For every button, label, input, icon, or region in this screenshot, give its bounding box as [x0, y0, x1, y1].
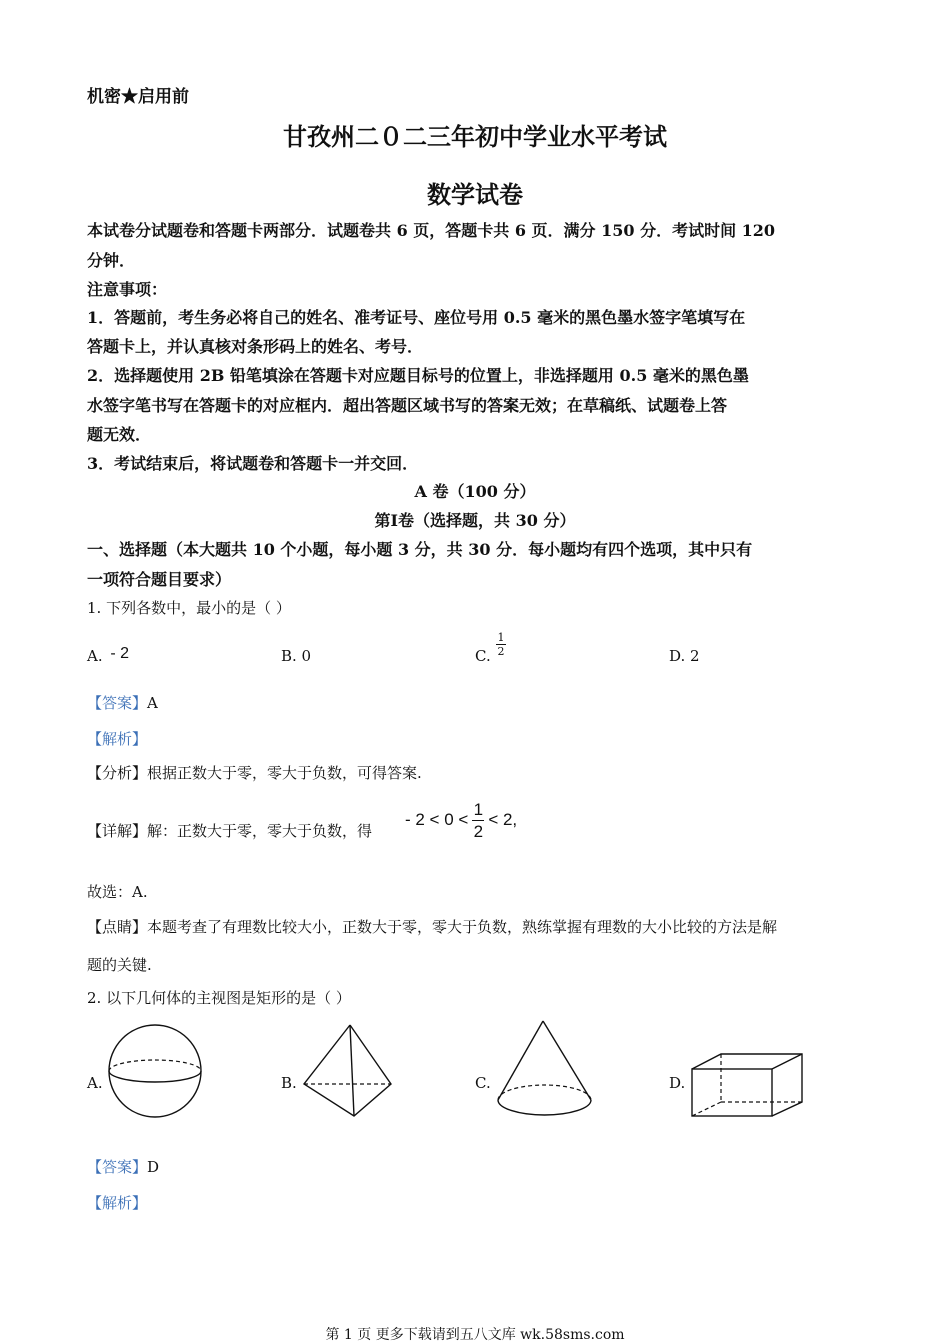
q2-option-b-pyramid — [298, 1020, 398, 1120]
pyramid-outline — [304, 1025, 391, 1116]
q2-option-d-cuboid — [688, 1050, 808, 1120]
q1-fenxi-tag: 【分析】 — [87, 764, 148, 782]
cuboid-visible-back-edges — [692, 1054, 802, 1116]
part-one-heading: 第Ⅰ卷（选择题，共 30 分） — [374, 511, 576, 530]
q1-answer-value: A — [147, 694, 158, 712]
q1-fenxi-text: 根据正数大于零，零大于负数，可得答案. — [147, 764, 422, 782]
q2-option-c-cone — [493, 1017, 597, 1121]
section-heading-line-2: 一项符合题目要求） — [87, 570, 232, 589]
note-3: 3．考试结束后，将试题卷和答题卡一并交回． — [87, 454, 419, 473]
intro-line-2: 分钟． — [87, 251, 136, 270]
q1-answer-tag: 【答案】 — [87, 694, 148, 712]
q1-option-c-denominator: 2 — [497, 645, 505, 658]
cuboid-front-face — [692, 1069, 772, 1116]
q1-inequality-fraction — [472, 799, 484, 842]
cone-left-edge — [498, 1021, 543, 1100]
q1-detail — [87, 821, 372, 841]
q2-option-a-label: A. — [87, 1074, 103, 1092]
q1-inequality-left: - 2 < 0 < — [405, 810, 469, 829]
q2-answer-tag: 【答案】 — [87, 1158, 148, 1176]
q1-detail-text: 解：正数大于零，零大于负数，得 — [147, 822, 373, 840]
page-footer: 第 1 页 更多下载请到五八文库 wk.58sms.com — [325, 1327, 625, 1343]
cone-right-edge — [543, 1021, 591, 1100]
q1-option-b: B. 0 — [281, 647, 312, 665]
pyramid-front-edge — [350, 1025, 354, 1116]
q2-option-b-label: B. — [281, 1074, 297, 1092]
q1-fenxi — [87, 763, 422, 783]
classification-label: 机密★启用前 — [87, 87, 189, 107]
notes-heading: 注意事项： — [87, 280, 168, 299]
q1-comment-text: 本题考查了有理数比较大小，正数大于零，零大于负数，熟练掌握有理数的大小比较的方法是解 — [147, 918, 778, 936]
q2-answer — [87, 1157, 159, 1177]
q1-option-a-label: A. — [87, 647, 103, 665]
q1-inequality — [405, 795, 517, 845]
cuboid-top-right-edge — [772, 1054, 802, 1069]
q1-option-d: D. 2 — [669, 647, 700, 665]
paper-a-heading: A 卷（100 分） — [414, 482, 536, 501]
sphere-outline — [109, 1025, 201, 1117]
q1-stem: 1. 下列各数中，最小的是（ ） — [87, 599, 291, 617]
cone-hidden-base — [498, 1085, 591, 1100]
q1-comment-tag: 【点睛】 — [87, 918, 148, 936]
q2-stem: 2. 以下几何体的主视图是矩形的是（ ） — [87, 989, 351, 1007]
q2-option-d-label: D. — [669, 1074, 686, 1092]
cuboid-hidden-depth — [692, 1102, 721, 1116]
note-2-line-2: 水签字笔书写在答题卡的对应框内．超出答题区域书写的答案无效；在草稿纸、试题卷上答 — [87, 396, 728, 415]
q1-comment-line-1 — [87, 917, 777, 937]
q1-answer — [87, 693, 158, 713]
q1-inequality-denominator: 2 — [473, 821, 484, 841]
q2-analysis-tag: 【解析】 — [87, 1194, 148, 1212]
exam-title: 甘孜州二０二三年初中学业水平考试 — [283, 122, 667, 151]
q1-option-c — [475, 646, 491, 666]
q1-analysis-tag: 【解析】 — [87, 730, 148, 748]
q1-option-c-fraction — [496, 631, 506, 658]
note-1-line-1: 1．答题前，考生务必将自己的姓名、准考证号、座位号用 0.5 毫米的黑色墨水签字笔填写在 — [87, 308, 746, 327]
sphere-hidden-equator — [109, 1060, 201, 1071]
sphere-visible-equator — [109, 1071, 201, 1082]
subject-title: 数学试卷 — [427, 180, 523, 209]
q1-option-a-value: - 2 — [110, 645, 130, 662]
note-2-line-3: 题无效． — [87, 425, 152, 444]
q2-option-c-label: C. — [475, 1074, 491, 1092]
section-heading-line-1: 一、选择题（本大题共 10 个小题，每小题 3 分，共 30 分．每小题均有四个选项，其中只有 — [87, 540, 753, 559]
note-2-line-1: 2．选择题使用 2B 铅笔填涂在答题卡对应题目标号的位置上，非选择题用 0.5 毫米的黑色墨 — [87, 366, 749, 385]
q1-option-c-label: C. — [475, 647, 491, 665]
cone-visible-base — [498, 1100, 591, 1115]
q1-comment-line-2: 题的关键. — [87, 956, 152, 974]
note-1-line-2: 答题卡上，并认真核对条形码上的姓名、考号． — [87, 337, 424, 356]
q1-option-c-numerator: 1 — [497, 631, 505, 644]
q1-conclusion: 故选：A. — [87, 883, 148, 901]
q1-detail-tag: 【详解】 — [87, 822, 148, 840]
q1-inequality-right: < 2, — [488, 810, 518, 829]
q1-option-a — [87, 646, 129, 667]
q2-answer-value: D — [147, 1158, 160, 1176]
q1-inequality-numerator: 1 — [473, 799, 484, 819]
q2-option-a-sphere — [104, 1022, 206, 1120]
intro-line-1: 本试卷分试题卷和答题卡两部分．试题卷共 6 页，答题卡共 6 页．满分 150 分．考试时间 120 — [87, 221, 776, 240]
